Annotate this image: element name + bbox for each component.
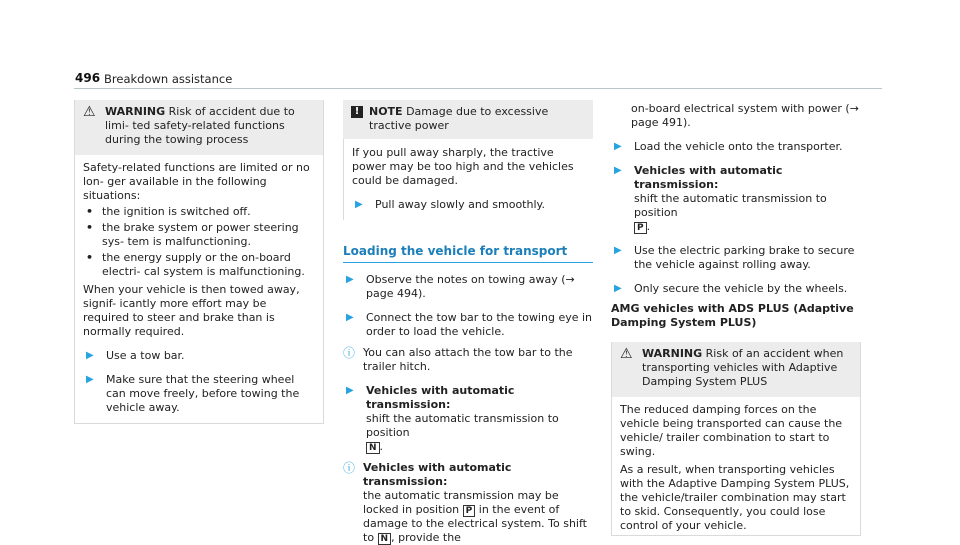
bullet-item: the ignition is switched off. <box>102 205 251 218</box>
arrow-icon: ▶ <box>86 350 94 361</box>
info-heading: Vehicles with automatic transmission: <box>363 461 512 488</box>
info-text: the automatic transmission may be locked in position <box>363 489 559 516</box>
info-text: in the event of damage to the electrical system. To shift to <box>363 503 587 544</box>
page-header-title: Breakdown assistance <box>104 72 233 86</box>
arrow-icon: ▶ <box>614 245 622 256</box>
arrow-icon: ▶ <box>346 385 354 396</box>
warning-body: The reduced damping forces on the vehicle being transported can cause the vehicle/ trailer combination to start to swing. <box>620 403 843 458</box>
info-text: You can also attach the tow bar to the trailer hitch. <box>363 346 573 373</box>
exclamation-icon: ! <box>351 106 363 118</box>
arrow-icon: ▶ <box>346 312 354 323</box>
info-icon: ⓘ <box>343 346 356 360</box>
column-2: ! NOTE Damage due to excessive tractive power If you pull away sharply, the tractive power may be too high and the vehicles could be damaged. ▶ Pull away slowly and smoothly. Loading the vehicle for transport ▶ Observe the notes on towing away (→ page 494). ▶ Connect the tow bar to the towing eye in order to load the vehicle. ⓘ You can also attach the tow bar to the trailer hitch. ▶ Vehicles with automatic transmission: shift the automatic transmission to position N . ⓘ Vehicles with automatic transmission: the automatic transmission may be locked in position P in the event of damage to the electrical system. To shift to N , provide the <box>343 100 593 545</box>
warning-triangle-icon: ⚠ <box>620 346 633 362</box>
note-body: If you pull away sharply, the tractive power may be too high and the vehicles could be damaged. <box>352 146 574 187</box>
warning-text: Risk of accident due to limi- ted safety-related functions during the towing process <box>105 105 295 146</box>
note-label: NOTE <box>369 105 403 118</box>
gear-p-icon: P <box>634 222 647 234</box>
column-3: on-board electrical system with power (→ page 491). ▶ Load the vehicle onto the transporter. ▶ Vehicles with automatic transmission: shift the automatic transmission to position P . ▶ Use the electric parking brake to secure the vehicle against rolling away. ▶ Only secure the vehicle by the wheels. AMG vehicles with ADS PLUS (Adaptive Damping System PLUS) ⚠ WARNING Risk of an accident when transporting vehicles with Adaptive Damping System PLUS The reduced damping forces on the vehicle being transported can cause the vehicle/ trailer combination to start to swing. As a result, when transporting vehicles with the Adaptive Damping System PLUS, the vehicle/trailer combination may start to skid. Consequently, you could lose control of your vehicle. <box>611 102 861 536</box>
warning-intro: Safety-related functions are limited or no lon- ger available in the following situations: <box>83 161 310 202</box>
info-icon: ⓘ <box>343 461 356 475</box>
note-box <box>343 100 593 220</box>
warning-body: As a result, when transporting vehicles with the Adaptive Damping System PLUS, the vehicle/trailer combination may start to skid. Consequently, you could lose control of your vehicle. <box>620 463 850 532</box>
step-heading: Vehicles with automatic transmission: <box>634 164 783 191</box>
page-number: 496 <box>75 71 101 85</box>
gear-n-icon: N <box>378 533 392 545</box>
warning-box <box>611 342 861 536</box>
bullet-item: the energy supply or the on-board electri- cal system is malfunctioning. <box>102 251 305 278</box>
step-heading: Vehicles with automatic transmission: <box>366 384 515 411</box>
step-text: Load the vehicle onto the transporter. <box>634 140 843 153</box>
step-text: Make sure that the steering wheel can move freely, before towing the vehicle away. <box>106 373 300 414</box>
step-text: Observe the notes on towing away (→ page 494). <box>366 273 575 300</box>
arrow-icon: ▶ <box>614 283 622 294</box>
gear-p-icon: P <box>463 505 476 517</box>
warning-box: ⚠ WARNING Risk of accident due to limi- ted safety-related functions during the towing process Safety-related functions are limited or no lon- ger available in the following situations: • the ignition is switched off. • the brake system or power steering sys- tem is malfunctioning. • the energy supply or the on-board electri- cal system is malfunctioning. When your vehicle is then towed away, signif- icantly more effort may be required to steer and brake than is normally required. ▶ Use a tow bar. ▶ Make sure that the steering wheel can move freely, before towing the vehicle away. <box>74 100 324 424</box>
step-text: Pull away slowly and smoothly. <box>375 198 545 211</box>
step-text: Only secure the vehicle by the wheels. <box>634 282 848 295</box>
warning-triangle-icon: ⚠ <box>83 104 96 120</box>
info-text: , provide the <box>391 531 461 544</box>
arrow-icon: ▶ <box>355 199 363 210</box>
arrow-icon: ▶ <box>614 165 622 176</box>
bullet-item: the brake system or power steering sys- tem is malfunctioning. <box>102 221 299 248</box>
arrow-icon: ▶ <box>614 141 622 152</box>
step-text: Use the electric parking brake to secure the vehicle against rolling away. <box>634 244 855 271</box>
amg-heading: AMG vehicles with ADS PLUS (Adaptive Damping System PLUS) <box>611 302 854 329</box>
arrow-icon: ▶ <box>86 374 94 385</box>
warning-label: WARNING <box>642 347 703 360</box>
step-text: Use a tow bar. <box>106 349 185 362</box>
step-text: shift the automatic transmission to position <box>634 192 827 219</box>
gear-n-icon: N <box>366 442 380 454</box>
note-text: Damage due to excessive tractive power <box>369 105 549 132</box>
step-text: shift the automatic transmission to position <box>366 412 559 439</box>
arrow-icon: ▶ <box>346 274 354 285</box>
header-rule <box>74 88 882 89</box>
column-1 <box>74 100 324 424</box>
warning-label: WARNING <box>105 105 166 118</box>
warning-body: When your vehicle is then towed away, signif- icantly more effort may be required to steer and brake than is normally required. <box>83 283 300 338</box>
section-title: Loading the vehicle for transport <box>343 244 593 263</box>
step-text: Connect the tow bar to the towing eye in order to load the vehicle. <box>366 311 593 338</box>
continued-text: on-board electrical system with power (→ page 491). <box>631 102 859 129</box>
warning-text: Risk of an accident when transporting vehicles with Adaptive Damping System PLUS <box>642 347 844 388</box>
